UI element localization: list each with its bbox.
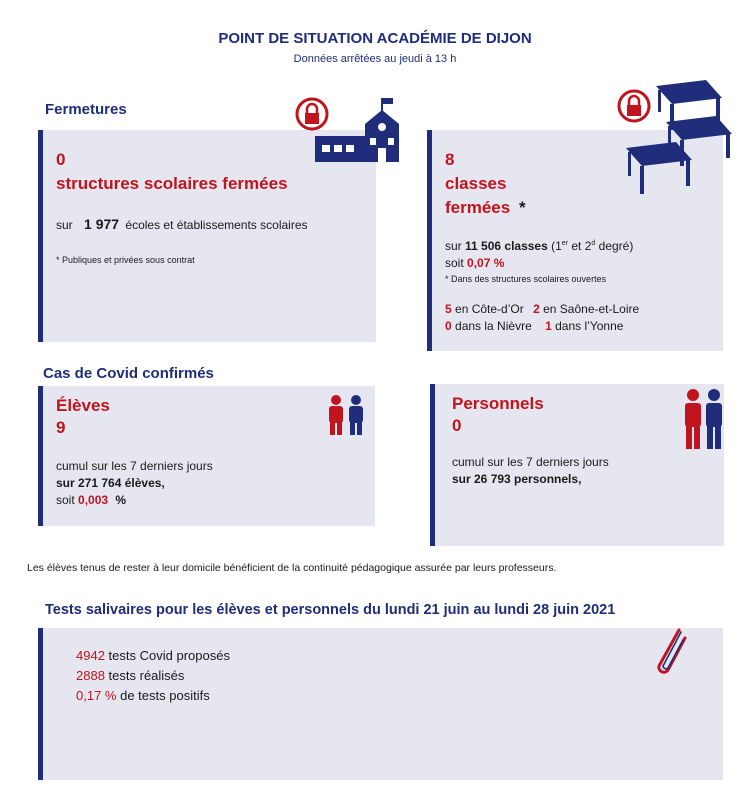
desks-icon <box>612 76 737 200</box>
classes-percent-line: soit 0,07 % <box>445 256 505 270</box>
paperclip-icon <box>649 626 691 678</box>
eleves-panel <box>38 386 375 526</box>
eleves-percent: 0,003 <box>78 493 109 507</box>
classes-note: * Dans des structures scolaires ouvertes <box>445 274 607 284</box>
tests-heading: Tests salivaires pour les élèves et personnels du lundi 21 juin au lundi 28 juin 2021 <box>45 602 616 618</box>
tests-panel <box>38 628 723 780</box>
classes-percent: 0,07 % <box>467 256 505 270</box>
page-subtitle: Données arrêtées au jeudi à 13 h <box>293 53 457 65</box>
classes-count: 8 <box>445 150 455 169</box>
classes-label-1: classes <box>445 174 507 193</box>
breakdown-line-1: 5 en Côte-d’Or 2 en Saône-et-Loire <box>445 302 640 316</box>
structures-label: structures scolaires fermées <box>56 174 288 193</box>
covid-heading: Cas de Covid confirmés <box>43 365 214 382</box>
classes-label-2: fermées * <box>445 198 526 217</box>
page-title: POINT DE SITUATION ACADÉMIE DE DIJON <box>218 30 532 47</box>
school-building-icon <box>292 94 412 166</box>
structures-count: 0 <box>56 150 66 169</box>
eleves-cumul: cumul sur les 7 derniers jours <box>56 459 213 473</box>
eleves-percent-line: soit 0,003 % <box>56 493 127 507</box>
people-icon <box>683 388 725 450</box>
tests-line-1: 4942 tests Covid proposés <box>76 648 230 663</box>
breakdown-line-2: 0 dans la Nièvre 1 dans l’Yonne <box>445 319 624 333</box>
tests-line-2: 2888 tests réalisés <box>76 668 185 683</box>
personnels-panel <box>430 384 724 546</box>
eleves-sur: sur 271 764 élèves, <box>56 476 165 490</box>
structures-total: 1 977 <box>84 216 120 232</box>
structures-total-suffix: écoles et établissements scolaires <box>125 218 308 232</box>
eleves-count: 9 <box>56 418 66 437</box>
eleves-title: Élèves <box>56 396 110 415</box>
fermetures-heading: Fermetures <box>45 101 127 118</box>
people-icon <box>325 394 369 436</box>
personnels-title: Personnels <box>452 394 544 413</box>
asterisk: * <box>518 198 526 217</box>
tests-line-3: 0,17 % de tests positifs <box>76 688 210 703</box>
structures-total-line <box>56 216 308 234</box>
classes-total: 11 506 classes <box>465 239 548 253</box>
personnels-count: 0 <box>452 416 462 435</box>
personnels-sur: sur 26 793 personnels, <box>452 472 582 486</box>
personnels-cumul: cumul sur les 7 derniers jours <box>452 455 609 469</box>
structures-note: * Publiques et privées sous contrat <box>56 255 195 265</box>
classes-total-line: sur 11 506 classes (1er et 2$^d$ degré) <box>445 239 634 253</box>
sur-prefix: sur <box>56 218 73 232</box>
continuity-note: Les élèves tenus de rester à leur domicile bénéficient de la continuité pédagogique assurée par leurs professeurs. <box>27 562 557 574</box>
